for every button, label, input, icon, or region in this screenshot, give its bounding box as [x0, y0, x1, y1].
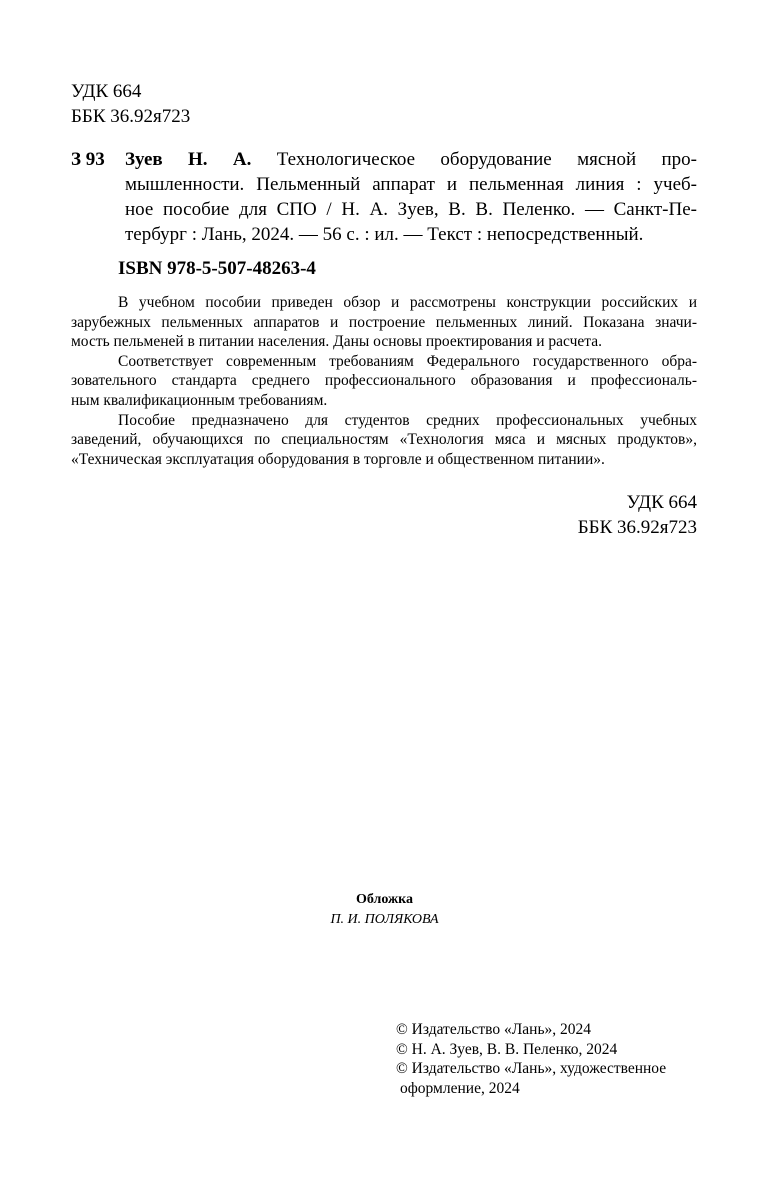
abstract-line: зарубежных пельменных аппаратов и построение пельменных линий. Показана значи- [71, 313, 697, 331]
abstract-line: ным квалификационным требованиям. [71, 391, 328, 409]
udk-code: УДК 664 [71, 81, 142, 102]
copyright-notices [396, 1020, 666, 1098]
catalog-record [71, 147, 697, 247]
bibliographic-description [125, 147, 697, 247]
bbk-code: ББК 36.92я723 [577, 517, 697, 538]
copyright-line: © Издательство «Лань», художественное [396, 1060, 667, 1078]
udk-code: УДК 664 [626, 492, 697, 513]
abstract-line: В учебном пособии приведен обзор и рассмотрены конструкции российских и [118, 294, 697, 311]
abstract-line: зовательного стандарта среднего профессионального образования и профессиональ- [71, 372, 697, 390]
copyright-line: © Н. А. Зуев, В. В. Пеленко, 2024 [396, 1040, 618, 1058]
abstract-line: «Техническая эксплуатация оборудования в торговле и общественном питании». [71, 450, 605, 468]
abstract-line: Пособие предназначено для студентов средних профессиональных учебных [118, 411, 697, 429]
abstract [71, 293, 697, 469]
cover-designer: П. И. ПОЛЯКОВА [330, 912, 439, 927]
bibliographic-line: ное пособие для СПО / Н. А. Зуев, В. В. Пеленко. — Санкт-Пе- [125, 199, 697, 220]
copyright-line: оформление, 2024 [400, 1079, 520, 1097]
classification-codes-top [71, 79, 190, 129]
isbn: ISBN 978-5-507-48263-4 [118, 258, 316, 279]
bibliographic-line: Зуев Н. А. Технологическое оборудование мясной про- [125, 149, 698, 170]
cover-label: Обложка [355, 892, 414, 907]
bbk-code: ББК 36.92я723 [71, 106, 191, 127]
author-name: Зуев Н. А. [125, 149, 252, 170]
copyright-line: © Издательство «Лань», 2024 [396, 1021, 592, 1038]
bibliographic-line: тербург : Лань, 2024. — 56 с. : ил. — Текст : непосредственный. [125, 224, 644, 245]
abstract-line: мость пельменей в питании населения. Даны основы проектирования и расчета. [71, 333, 602, 351]
abstract-line: заведений, обучающихся по специальностям «Технология мяса и мясных продуктов», [71, 431, 697, 449]
bibliographic-line: мышленности. Пельменный аппарат и пельменная линия : учеб- [125, 174, 697, 195]
author-sign: З 93 [71, 149, 105, 170]
abstract-line: Соответствует современным требованиям Федерального государственного обра- [118, 352, 697, 370]
cover-credit [0, 890, 769, 930]
classification-codes-bottom [578, 490, 697, 540]
